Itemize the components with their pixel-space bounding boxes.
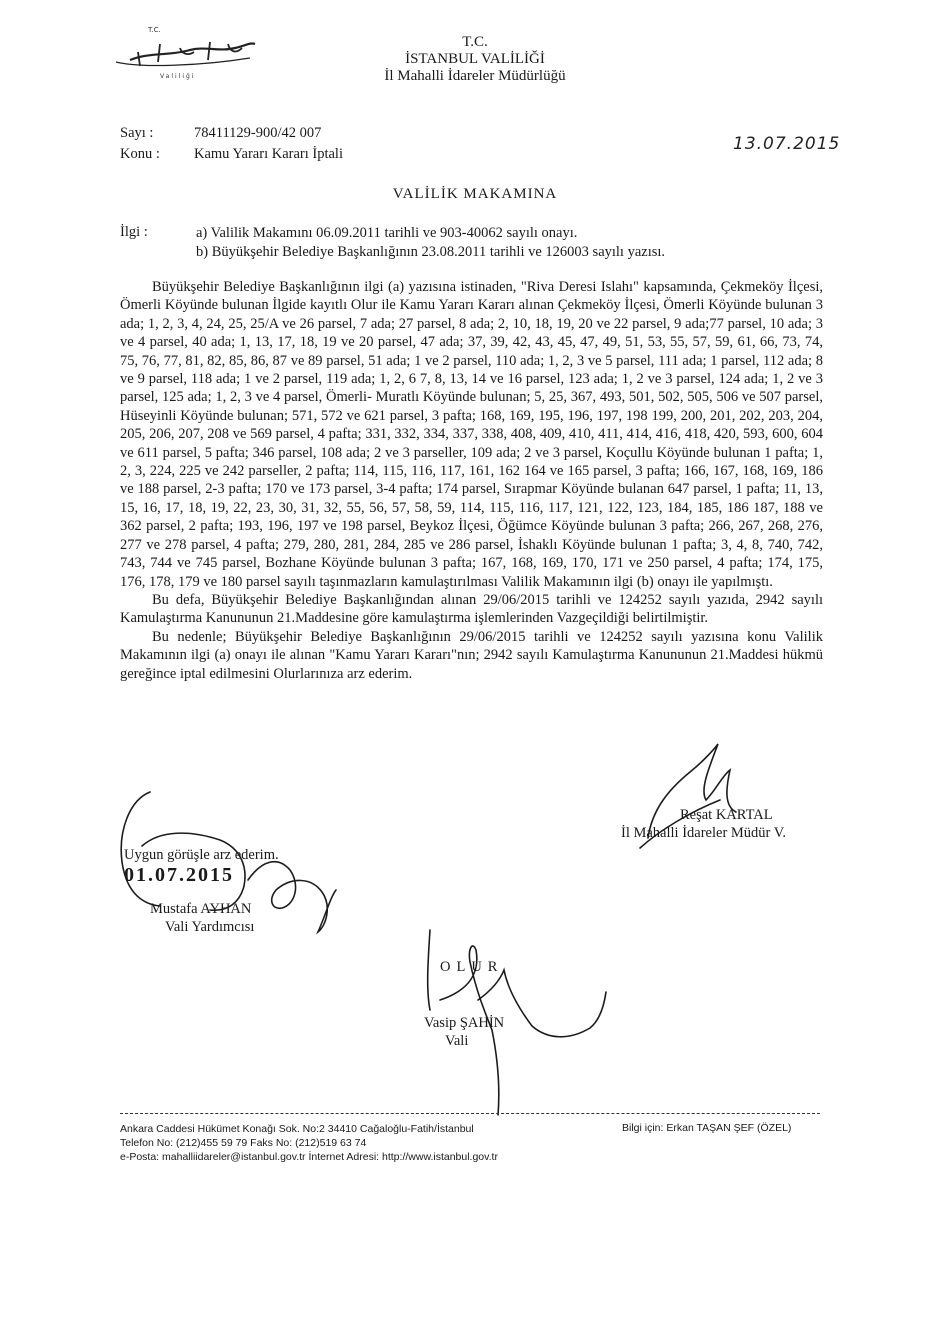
director-signature [640,744,736,848]
footer-phone: Telefon No: (212)455 59 79 Faks No: (212)519 63 74 [120,1137,367,1149]
footer-web: e-Posta: mahalliidareler@istanbul.gov.tr İnternet Adresi: http://www.istanbul.gov.tr [120,1151,498,1163]
footer-address: Ankara Caddesi Hükümet Konağı Sok. No:2 34410 Cağaloğlu-Fatih/İstanbul [120,1123,474,1135]
governor-name: Vasip ŞAHİN [424,1015,505,1031]
svg-text:Valiliği: Valiliği [160,73,196,80]
ilgi-item-b: b) Büyükşehir Belediye Başkanlığının 23.08.2011 tarihli ve 126003 sayılı yazısı. [196,244,666,260]
footer-contact [120,1122,498,1164]
konu-value: Kamu Yararı Kararı İptali [194,146,343,162]
footer-divider [120,1113,820,1114]
header-mudurluk: İl Mahalli İdareler Müdürlüğü [384,68,566,84]
director-name: Reşat KARTAL [680,807,773,823]
konu-label: Konu : [120,146,160,162]
olur-label: OLUR [440,959,504,975]
footer-info-contact: Bilgi için: Erkan TAŞAN ŞEF (ÖZEL) [622,1122,792,1134]
body-paragraph-1: Büyükşehir Belediye Başkanlığının ilgi (a) yazısına istinaden, "Riva Deresi Islahı" kapsamında, Çekmeköy İlçesi, Ömerli Köyünde bulunan İlgide kayıtlı Olur ile Kamu Yararı Kararı alınan Çekmeköy İlçesi, Ömerli Köyünde bulunan 3 ada; 1, 2, 3, 4, 24, 25, 25/A ve 26 parsel, 7 ada; 27 parsel, 8 ada; 2, 10, 18, 19, 20 ve 22 parsel, 9 ada;77 parsel, 10 ada; 3 ve 4 parsel, 40 ada; 1, 13, 17, 18, 19 ve 20 parsel, 47 ada; 37, 39, 42, 43, 45, 47, 49, 51, 53, 55, 57, 59, 61, 66, 73, 74, 75, 76, 77, 81, 82, 85, 86, 87 ve 89 parsel, 51 ada; 1 ve 2 parsel, 110 ada; 1, 2, 3 ve 5 parsel, 111 ada; 1 parsel, 112 ada; 8 ve 9 parsel, 118 ada; 1 ve 2 parsel, 119 ada; 1, 2, 6 7, 8, 13, 14 ve 16 parsel, 123 ada; 1, 2 ve 3 parsel, 124 ada; 1, 2 ve 3 parsel, 125 ada; 1, 2, 3 ve 4 parsel, Ömerli- Muratlı Köyünde bulunan; 5, 25, 367, 493, 501, 502, 505, 506 ve 507 parsel, Hüseyinli Köyünde bulunan; 571, 572 ve 621 parsel, 3 pafta; 168, 169, 195, 196, 197, 198 199, 200, 201, 202, 203, 204, 205, 206, 207, 208 ve 569 parsel, 4 pafta; 331, 332, 334, 337, 338, 408, 409, 410, 411, 414, 416, 418, 420, 593, 600, 604 ve 611 parsel, 5 pafta; 346 parsel, 108 ada; 2 ve 3 parseller, 109 ada; 2 ve 3 parsel, Koçullu Köyünde bulunan 1 pafta; 1, 2, 3, 224, 225 ve 242 parseller, 2 pafta; 114, 115, 116, 117, 161, 162 164 ve 165 parsel, 3 pafta; 166, 167, 168, 169, 186 ve 188 parsel, 2-3 pafta; 170 ve 173 parsel, 3-4 pafta; 174 parsel, Sırapmar Köyünde bulanan 647 parsel, 1 pafta; 11, 13, 15, 16, 17, 18, 19, 22, 23, 30, 31, 32, 55, 56, 57, 58, 59, 114, 115, 116, 117, 121, 122, 123, 184, 185, 186 187, 188 ve 362 parsel, 2 pafta; 193, 196, 197 ve 198 parsel, Beykoz İlçesi, Öğümce Köyünde bulunan 3 pafta; 266, 267, 268, 276, 277 ve 278 parsel, 4 pafta; 279, 280, 281, 284, 285 ve 286 parsel, İshaklı Köyünde bulunan 1 pafta; 3, 4, 8, 740, 742, 743, 744 ve 745 parsel, Bozhane Köyünde bulunan 3 pafta; 167, 168, 169, 170, 171 ve 250 parsel, 4 pafta; 174, 175, 176, 178, 179 ve 180 parsel sayılı taşınmazların kamulaştırılması Valilik Makamının ilgi (b) onayı ile yapılmıştı. [120,279,823,590]
governor-title: Vali [445,1033,469,1049]
ilgi-item-a: a) Valilik Makamını 06.09.2011 tarihli ve 903-40062 sayılı onayı. [196,225,578,241]
sayi-value: 78411129-900/42 007 [194,125,322,141]
sayi-label: Sayı : [120,125,154,141]
ilgi-label: İlgi : [120,224,148,240]
addressee: VALİLİK MAKAMINA [392,186,558,202]
deputy-signature [121,792,336,932]
header-tc: T.C. [462,34,488,50]
body-paragraph-2: Bu defa, Büyükşehir Belediye Başkanlığından alınan 29/06/2015 tarihli ve 124252 sayılı yazıda, 2942 sayılı Kamulaştırma Kanununun 21.Maddesine göre kamulaştırma işlemlerinden Vazgeçildiği belirtilmiştir. [120,591,823,627]
director-title: İl Mahalli İdareler Müdür V. [621,825,786,841]
approval-note: Uygun görüşle arz ederim. [124,847,279,863]
header-istanbul-valiligi: İSTANBUL VALİLİĞİ [405,51,545,67]
deputy-title: Vali Yardımcısı [165,919,255,935]
deputy-name: Mustafa AYHAN [150,901,252,917]
approval-date-stamp: 01.07.2015 [124,864,234,886]
handwritten-date: 13.07.2015 [733,134,841,154]
governor-signature [428,930,606,1115]
body-paragraph-3: Bu nedenle; Büyükşehir Belediye Başkanlığının 29/06/2015 tarihli ve 124252 sayılı yazısına konu Valilik Makamının ilgi (a) onayı ile alınan "Kamu Yararı Kararı"nın; 2942 sayılı Kamulaştırma Kanununun 21.Maddesi hükmü gereğince iptal edilmesini Olurlarınıza arz ederim. [120,628,823,682]
svg-text:T.C.: T.C. [148,26,161,34]
